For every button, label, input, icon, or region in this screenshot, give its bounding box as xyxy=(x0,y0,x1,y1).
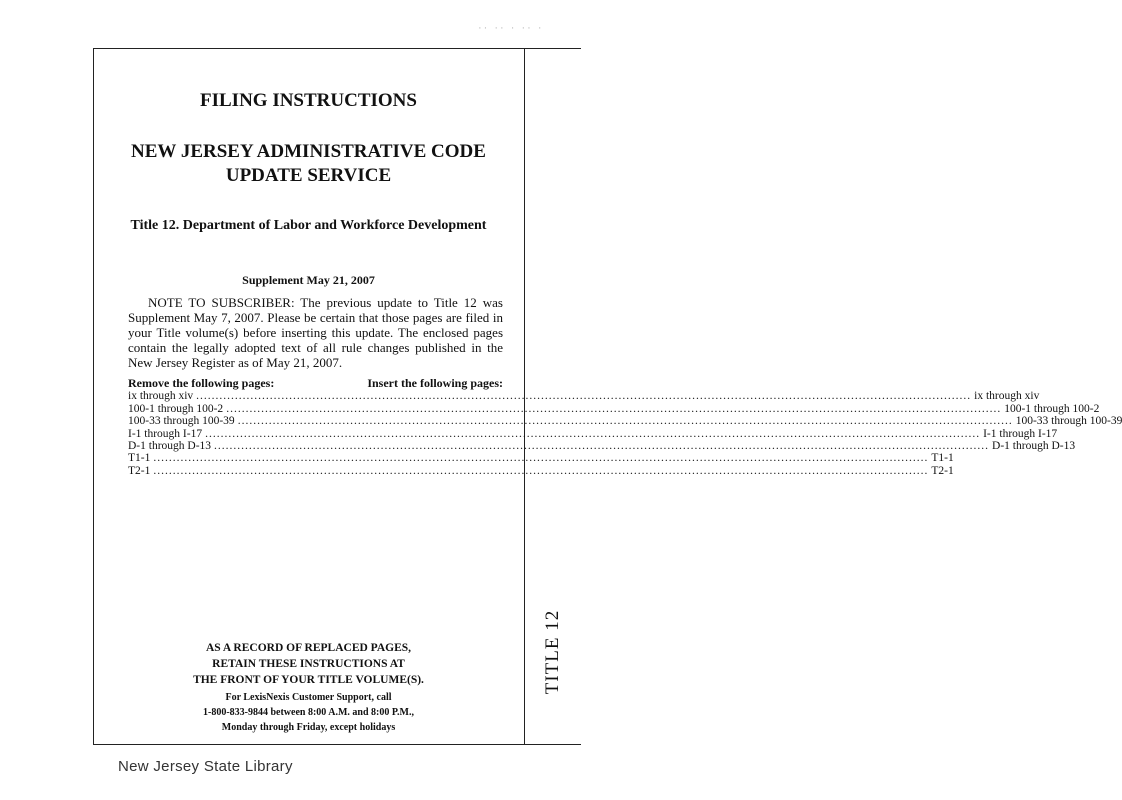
record-notice xyxy=(93,640,524,688)
dot-leader: ........................................................................................................................................................................................................ xyxy=(153,464,929,477)
table-row xyxy=(128,427,1058,440)
insert-pages: I-1 through I-17 xyxy=(983,427,1058,440)
customer-support-info xyxy=(93,690,524,735)
remove-pages: T1-1 xyxy=(128,452,151,465)
remove-pages: ix through xiv xyxy=(128,390,194,403)
code-heading-line2: UPDATE SERVICE xyxy=(225,165,392,186)
dot-leader: ........................................................................................................................................................................................................ xyxy=(237,415,1013,428)
page-replacement-table xyxy=(128,376,1122,477)
table-rows xyxy=(128,390,1122,477)
support-line1: For LexisNexis Customer Support, call xyxy=(225,692,392,703)
title-tab-label: TITLE 12 xyxy=(542,609,563,695)
record-line1: AS A RECORD OF REPLACED PAGES, xyxy=(205,642,412,654)
table-row xyxy=(128,452,954,465)
remove-pages: I-1 through I-17 xyxy=(128,427,203,440)
subscriber-note: NOTE TO SUBSCRIBER: The previous update to Title 12 was Supplement May 7, 2007. Please be certain that those pages are filed in your Title volume(s) before inserting this update. The enclosed pages contain the legally adopted text of all rule changes published in the New Jersey Register as of May 21, 2007. xyxy=(128,295,503,370)
insert-pages: T2-1 xyxy=(931,464,954,477)
library-stamp: New Jersey State Library xyxy=(118,758,293,775)
insert-header: Insert the following pages: xyxy=(367,376,503,390)
remove-header: Remove the following pages: xyxy=(128,376,275,390)
insert-pages: D-1 through D-13 xyxy=(992,440,1076,453)
table-row xyxy=(128,440,1076,453)
table-row xyxy=(128,415,1122,428)
dot-leader: ........................................................................................................................................................................................................ xyxy=(153,452,929,465)
dot-leader: ........................................................................................................................................................................................................ xyxy=(214,440,990,453)
support-line2: 1-800-833-9844 between 8:00 A.M. and 8:00 P.M., xyxy=(202,707,414,718)
insert-pages: 100-33 through 100-39 xyxy=(1015,415,1122,428)
insert-pages: 100-1 through 100-2 xyxy=(1004,402,1100,415)
dot-leader: ........................................................................................................................................................................................................ xyxy=(196,390,972,403)
record-line2: RETAIN THESE INSTRUCTIONS AT xyxy=(212,658,405,670)
remove-pages: 100-33 through 100-39 xyxy=(128,415,235,428)
table-row xyxy=(128,390,1040,403)
supplement-date: Supplement May 21, 2007 xyxy=(242,273,375,287)
dot-leader: ........................................................................................................................................................................................................ xyxy=(205,427,981,440)
code-heading-line1: NEW JERSEY ADMINISTRATIVE CODE xyxy=(131,141,486,162)
remove-pages: T2-1 xyxy=(128,464,151,477)
title-subheading: Title 12. Department of Labor and Workforce Development xyxy=(130,218,487,233)
insert-pages: T1-1 xyxy=(931,452,954,465)
table-row xyxy=(128,464,954,477)
support-line3: Monday through Friday, except holidays xyxy=(221,722,396,733)
filing-instructions-heading: FILING INSTRUCTIONS xyxy=(200,90,417,111)
corner-scan-mark: ·· ·· · ·· · xyxy=(478,22,544,34)
table-row xyxy=(128,402,1100,415)
remove-pages: 100-1 through 100-2 xyxy=(128,402,224,415)
insert-pages: ix through xiv xyxy=(974,390,1040,403)
table-header xyxy=(128,377,503,389)
remove-pages: D-1 through D-13 xyxy=(128,440,212,453)
code-heading xyxy=(93,140,524,188)
record-line3: THE FRONT OF YOUR TITLE VOLUME(S). xyxy=(193,674,424,686)
dot-leader: ........................................................................................................................................................................................................ xyxy=(226,402,1002,415)
